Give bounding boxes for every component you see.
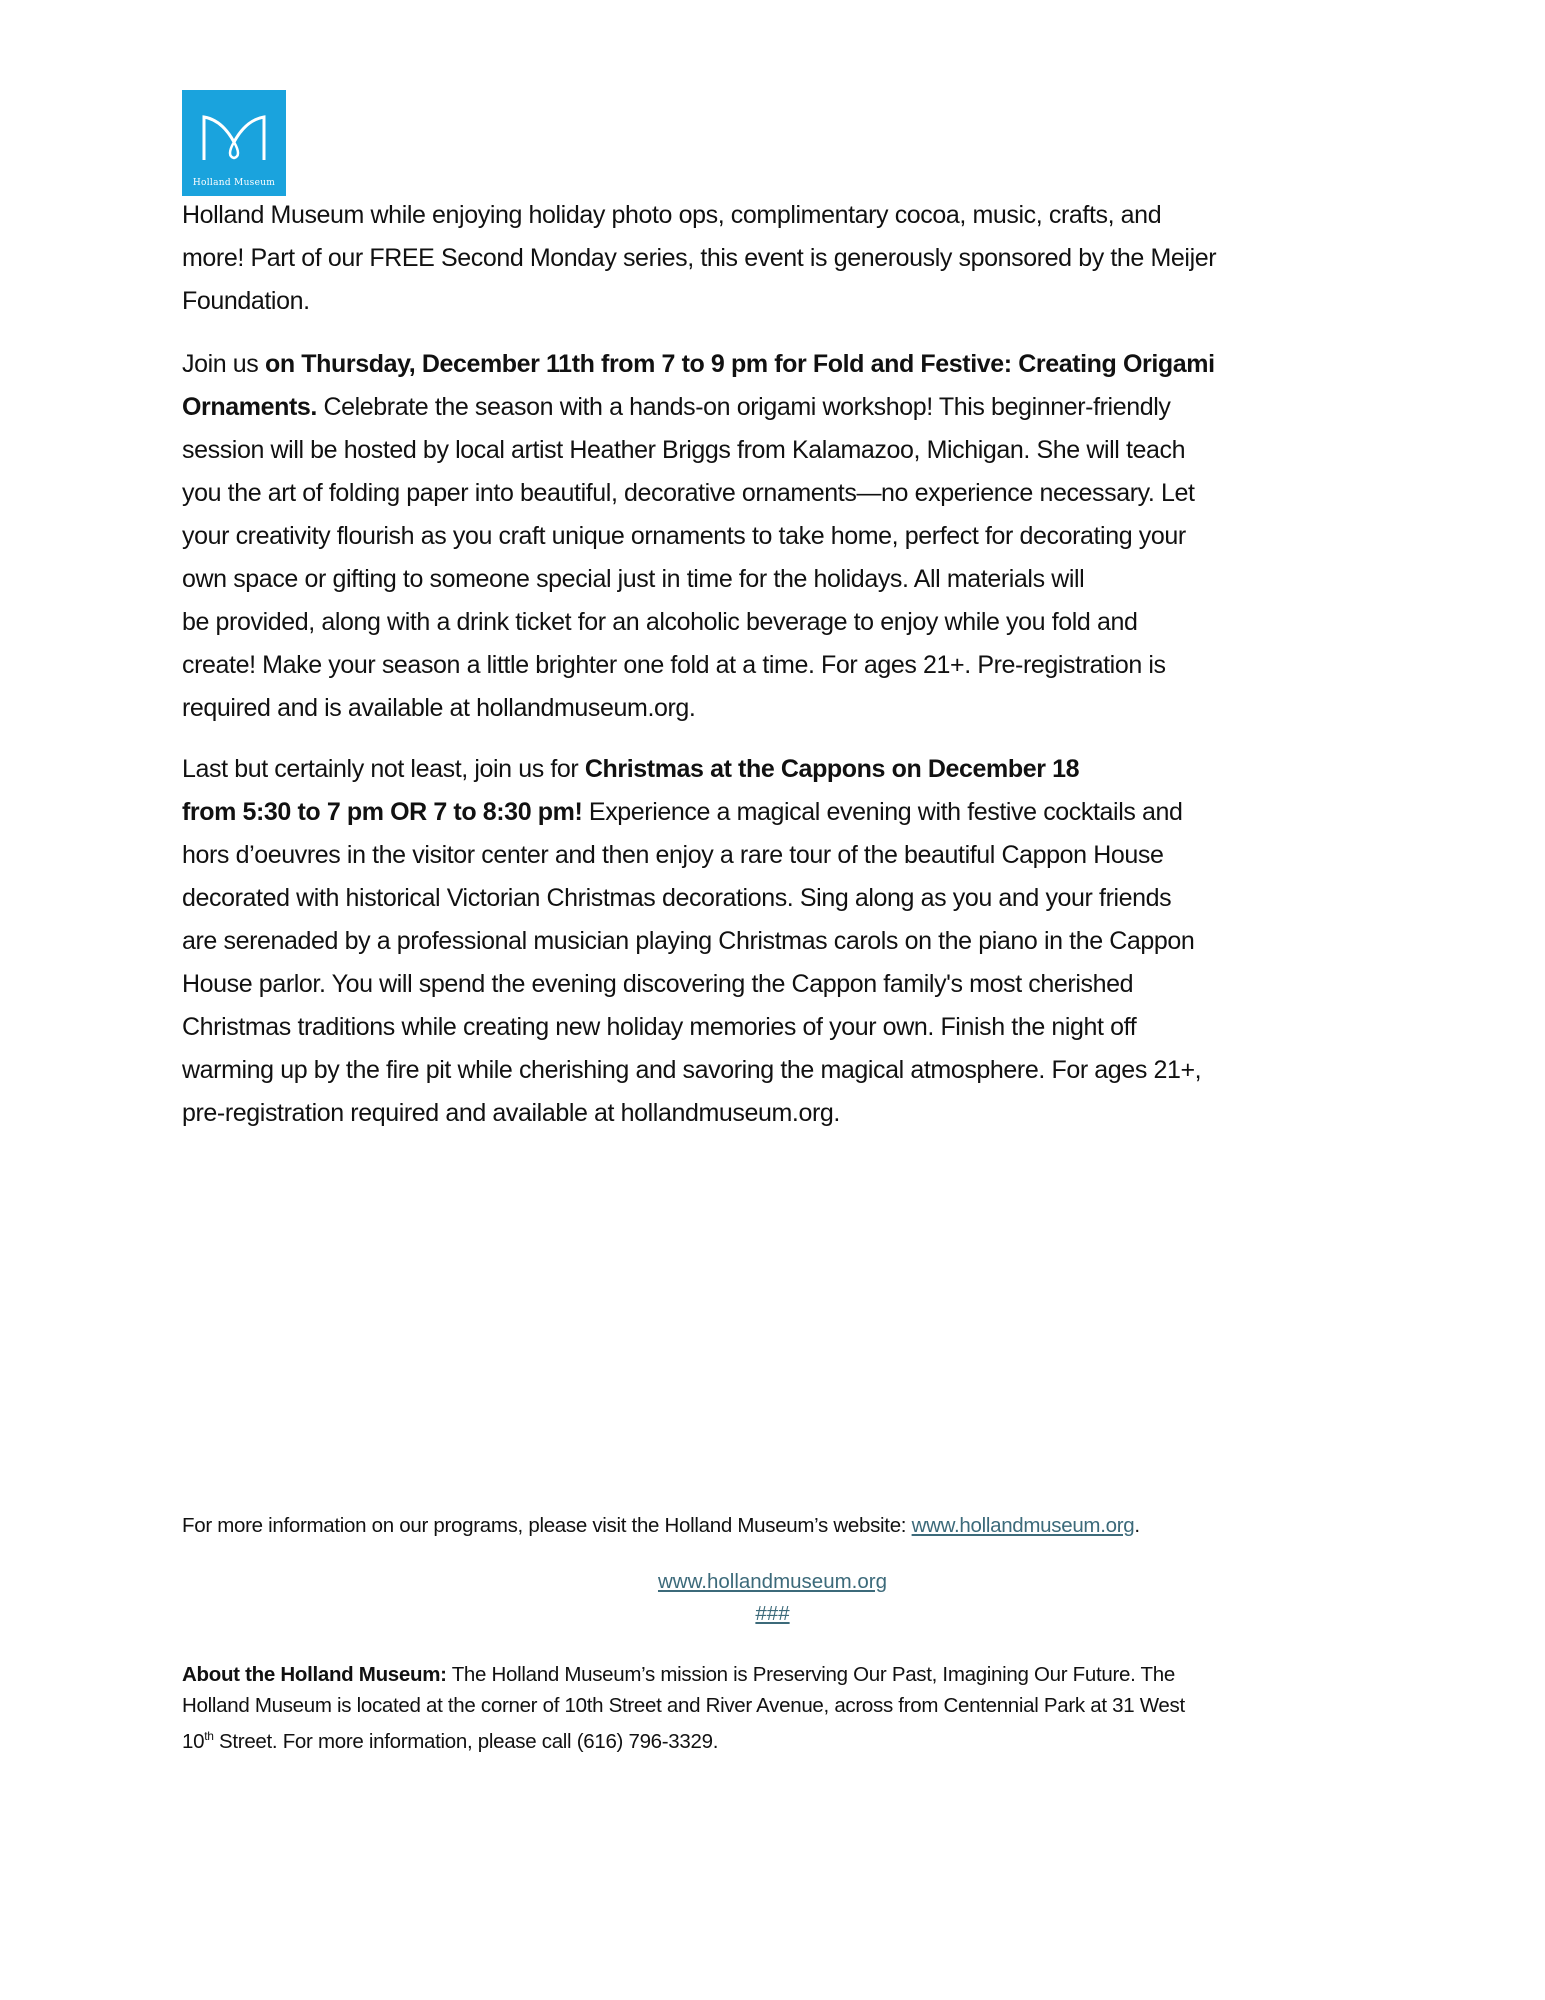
text-segment: Join us <box>182 350 265 378</box>
text-line <box>182 1092 1201 1135</box>
text-line <box>182 601 1215 644</box>
text-line <box>182 748 1201 791</box>
text-segment: Holland Museum while enjoying holiday photo ops, complimentary cocoa, music, crafts, and <box>182 201 1162 229</box>
text-line <box>182 558 1215 601</box>
text-segment: own space or gifting to someone special just in time for the holidays. All materials will <box>182 565 1085 593</box>
text-segment: are serenaded by a professional musician playing Christmas carols on the piano in the Cappon <box>182 927 1195 955</box>
text-line <box>182 280 1216 323</box>
text-line <box>182 343 1215 386</box>
about-text: 10 <box>182 1729 205 1753</box>
text-line <box>182 1049 1201 1092</box>
website-link[interactable]: www.hollandmuseum.org <box>911 1514 1135 1537</box>
text-segment: Last but certainly not least, join us for <box>182 755 585 783</box>
more-info-line <box>182 1510 1140 1541</box>
text-line <box>182 687 1215 730</box>
about-label: About the Holland Museum: <box>182 1663 447 1686</box>
text-line <box>182 194 1216 237</box>
center-website-link[interactable]: www.hollandmuseum.org <box>657 1570 888 1593</box>
museum-m-icon <box>182 90 286 170</box>
text-segment: be provided, along with a drink ticket for an alcoholic beverage to enjoy while you fold and <box>182 608 1138 636</box>
about-text: Street. For more information, please call (616) 796-3329. <box>213 1729 719 1753</box>
about-section <box>182 1659 1185 1757</box>
text-segment: decorated with historical Victorian Christmas decorations. Sing along as you and your friends <box>182 884 1172 912</box>
text-segment: warming up by the fire pit while cherishing and savoring the magical atmosphere. For ages 21+, <box>182 1056 1202 1084</box>
text-line <box>182 472 1215 515</box>
bold-text: Christmas at the Cappons on December 18 <box>584 755 1080 783</box>
about-text: The Holland Museum’s mission is Preserving Our Past, Imagining Our Future. The <box>446 1663 1175 1686</box>
text-segment: hors d’oeuvres in the visitor center and then enjoy a rare tour of the beautiful Cappon House <box>182 841 1164 869</box>
text-line <box>182 877 1201 920</box>
text-line <box>182 920 1201 963</box>
more-info-text: For more information on our programs, please visit the Holland Museum’s website: <box>182 1514 912 1537</box>
text-segment: Christmas traditions while creating new holiday memories of your own. Finish the night off <box>182 1013 1137 1041</box>
text-line <box>182 237 1216 280</box>
intro-paragraph <box>182 194 1216 323</box>
text-segment: create! Make your season a little brighter one fold at a time. For ages 21+. Pre-registration is <box>182 651 1166 679</box>
text-line <box>182 429 1215 472</box>
text-line <box>182 386 1215 429</box>
text-segment: you the art of folding paper into beautiful, decorative ornaments—no experience necessary. Let <box>182 479 1195 507</box>
cappons-event-paragraph <box>182 748 1201 1135</box>
text-segment: House parlor. You will spend the evening discovering the Cappon family's most cherished <box>182 970 1134 998</box>
about-text: Holland Museum is located at the corner of 10th Street and River Avenue, across from Centennial Park at 31 West <box>182 1694 1185 1717</box>
text-segment: more! Part of our FREE Second Monday series, this event is generously sponsored by the Meijer <box>182 244 1217 272</box>
end-mark-link[interactable]: ### <box>755 1602 790 1625</box>
text-line <box>182 791 1201 834</box>
text-segment: required and is available at hollandmuseum.org. <box>182 694 696 722</box>
text-segment: pre-registration required and available at hollandmuseum.org. <box>182 1099 840 1127</box>
bold-text: Ornaments. <box>182 393 317 421</box>
text-segment: Foundation. <box>182 287 310 315</box>
text-line <box>182 963 1201 1006</box>
text-line <box>182 644 1215 687</box>
bold-text: from 5:30 to 7 pm OR 7 to 8:30 pm! <box>182 798 583 826</box>
text-segment: Experience a magical evening with festive cocktails and <box>582 798 1183 826</box>
text-line <box>182 515 1215 558</box>
text-segment: session will be hosted by local artist Heather Briggs from Kalamazoo, Michigan. She will teach <box>182 436 1186 464</box>
superscript: th <box>204 1729 214 1743</box>
logo-text: Holland Museum <box>192 178 276 188</box>
text-segment: your creativity flourish as you craft unique ornaments to take home, perfect for decorating your <box>182 522 1186 550</box>
bold-text: on Thursday, December 11th from 7 to 9 pm for Fold and Festive: Creating Origami <box>264 350 1215 378</box>
text-segment: Celebrate the season with a hands-on origami workshop! This beginner-friendly <box>316 393 1171 421</box>
period: . <box>1134 1514 1140 1537</box>
origami-event-paragraph <box>182 343 1215 730</box>
holland-museum-logo <box>182 90 286 196</box>
text-line <box>182 834 1201 877</box>
text-line <box>182 1006 1201 1049</box>
